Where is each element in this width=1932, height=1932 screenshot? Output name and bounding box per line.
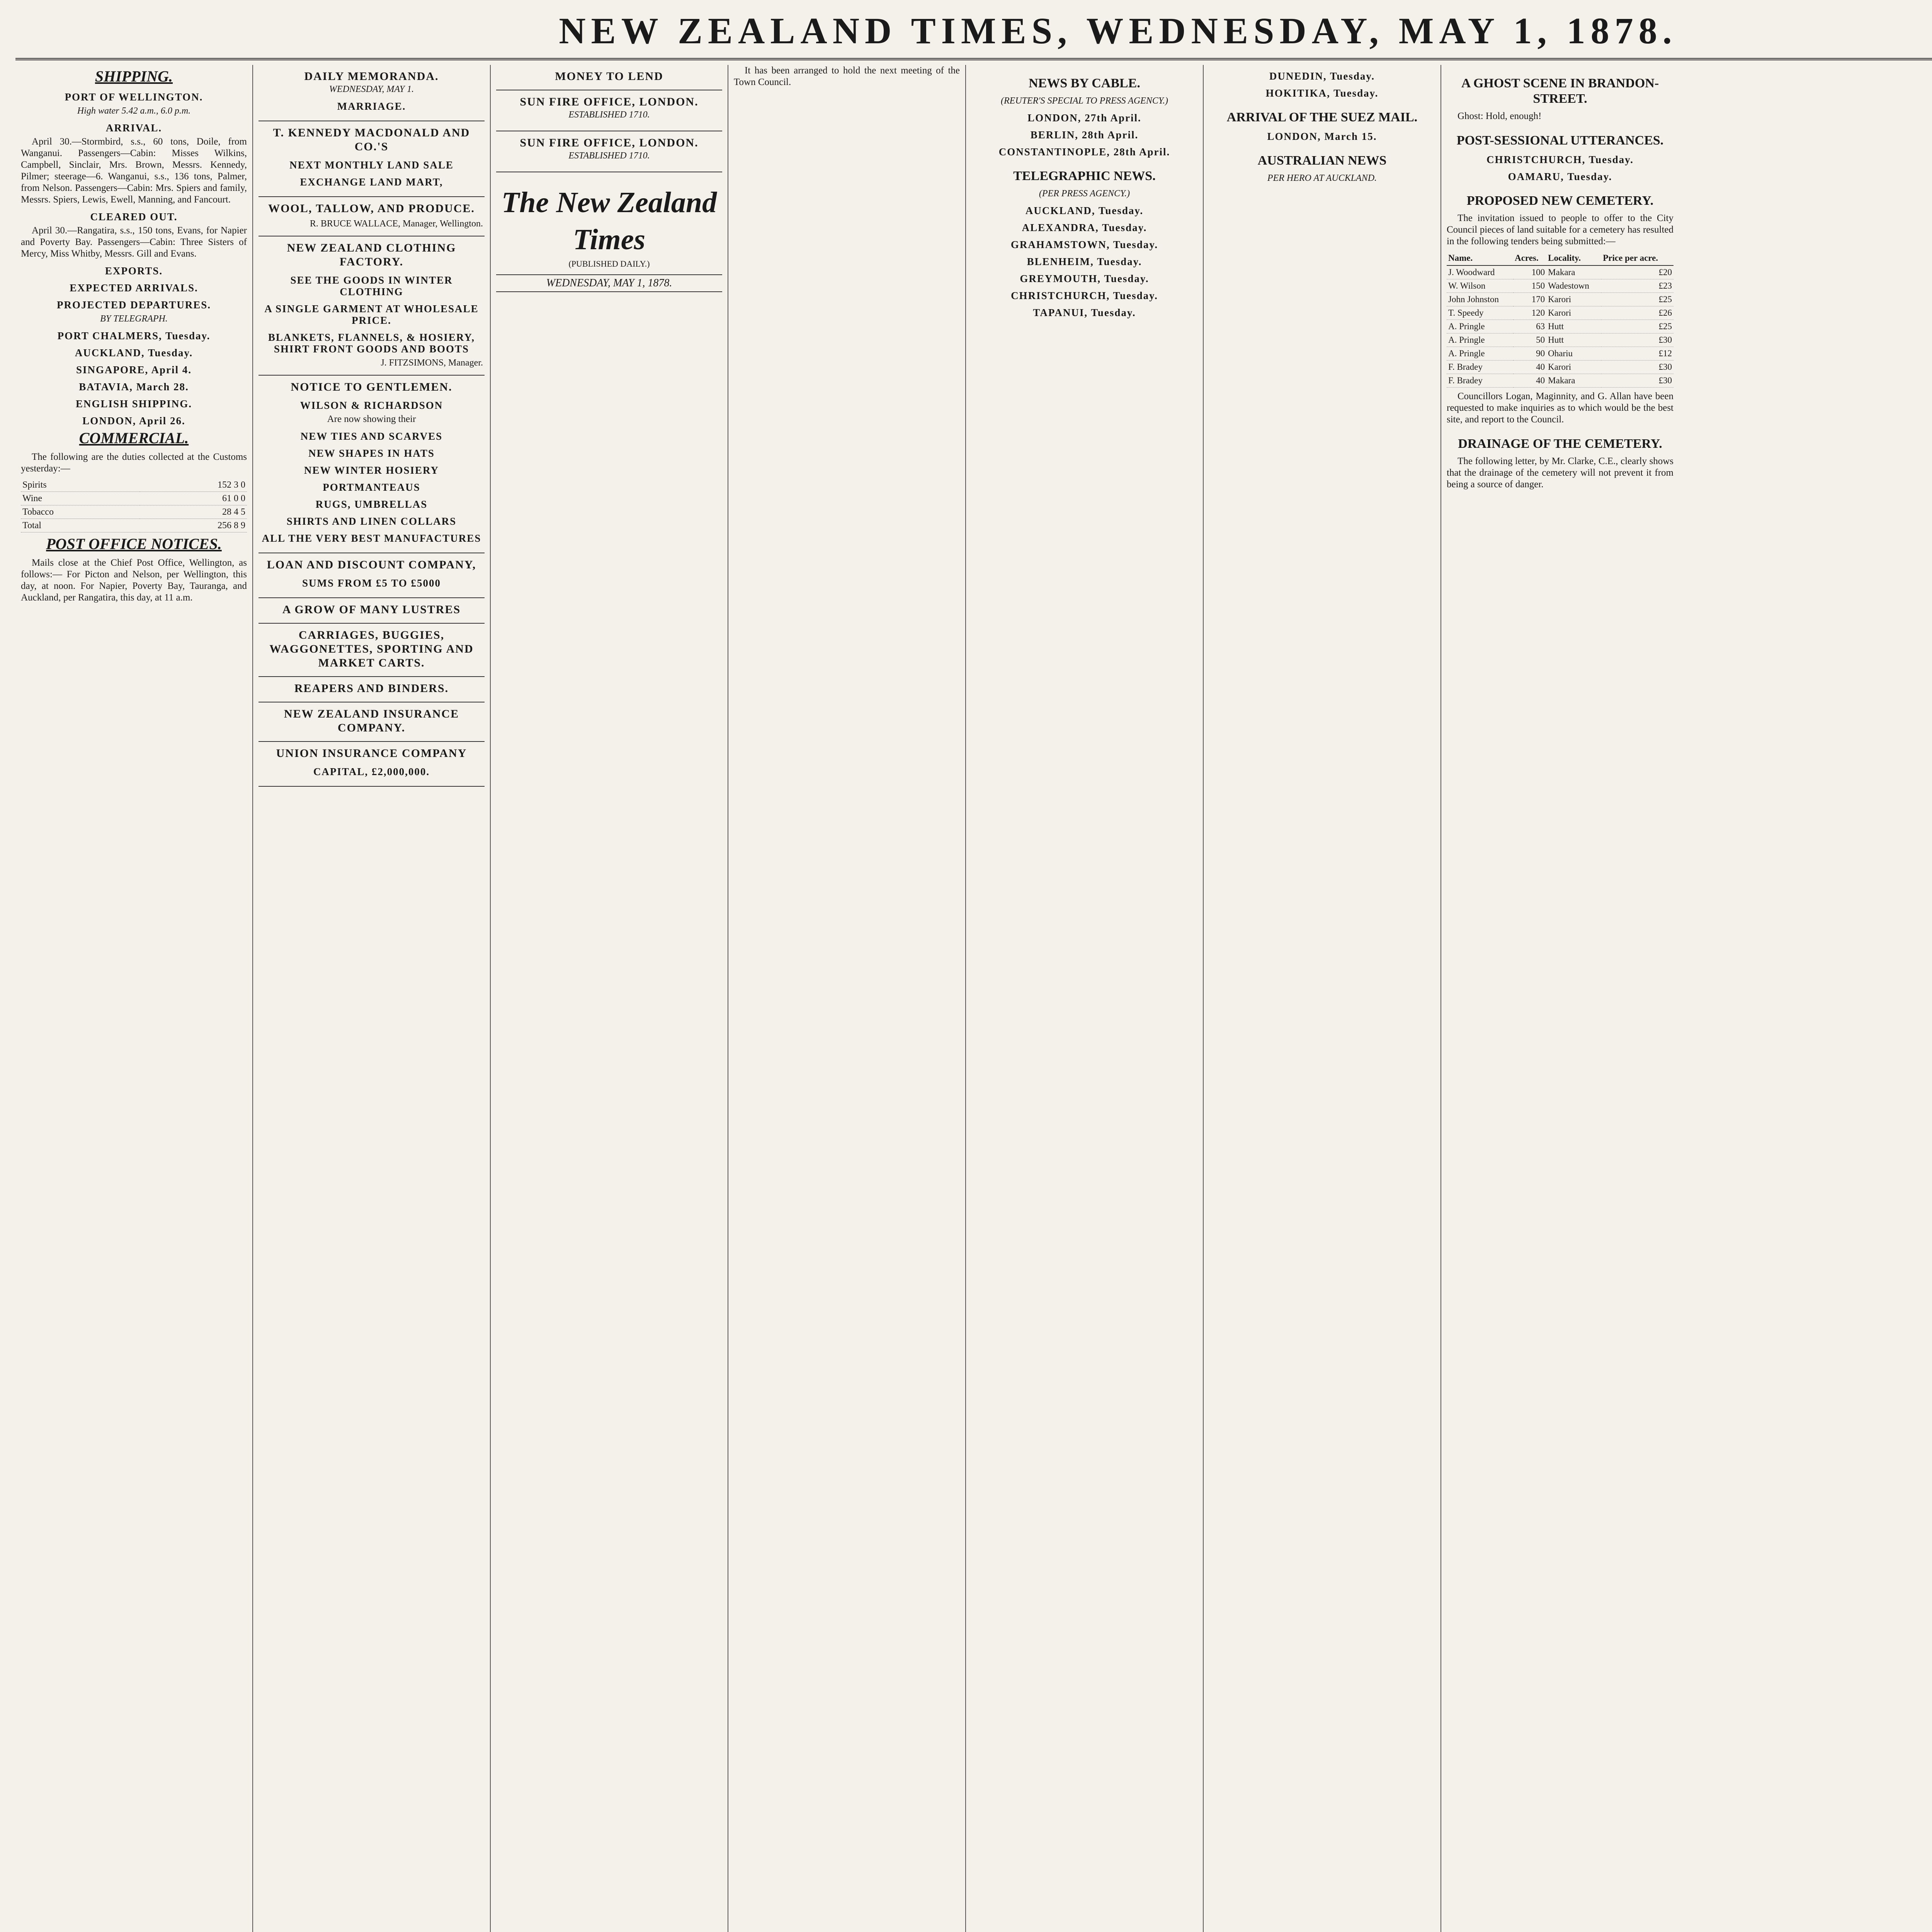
table-header-row (1447, 251, 1673, 265)
wilson-line-8: ALL THE VERY BEST MANUFACTURES (262, 532, 481, 544)
australian-news-heading: AUSTRALIAN NEWS (1257, 153, 1387, 168)
commercial-intro: The following are the duties collected at the Customs yesterday:— (21, 452, 247, 474)
high-water: High water 5.42 a.m., 6.0 p.m. (77, 106, 191, 116)
lustres-ad-title: A GROW OF MANY LUSTRES (282, 603, 461, 616)
exchange-land-mart: EXCHANGE LAND MART, (300, 176, 443, 188)
auckland-dateline: AUCKLAND, Tuesday. (75, 347, 193, 359)
marriage-heading: MARRIAGE. (337, 100, 406, 112)
gentlemen-ad (259, 376, 485, 553)
wilson-line-7: SHIRTS AND LINEN COLLARS (286, 515, 457, 527)
sun-fire-title-2: SUN FIRE OFFICE, LONDON. (520, 136, 699, 149)
sun-fire-established-2: ESTABLISHED 1710. (568, 151, 650, 161)
duties-table (21, 478, 247, 532)
column-6 (1204, 65, 1441, 1932)
post-office-text: Mails close at the Chief Post Office, Wellington, as follows:— For Picton and Nelson, per Wellington, this day, at noon. For Napier, Poverty Bay, Tauranga, and Auckland, per Rangatira, this day, at 11 a.m. (21, 558, 247, 603)
money-ad-title: MONEY TO LEND (555, 70, 663, 83)
column-2 (253, 65, 491, 1932)
column-4 (728, 65, 966, 1932)
greymouth-dateline: GREYMOUTH, Tuesday. (1020, 273, 1149, 284)
column-header: Acres. (1513, 251, 1546, 265)
per-hero: PER HERO AT AUCKLAND. (1267, 173, 1377, 183)
english-dateline: LONDON, April 26. (82, 415, 185, 427)
table-row: F. Bradey 40 Karori £30 (1447, 361, 1673, 374)
drainage-heading: DRAINAGE OF THE CEMETERY. (1458, 437, 1662, 451)
auckland-tuesday: AUCKLAND, Tuesday. (1025, 205, 1144, 216)
lustres-ad (259, 598, 485, 624)
wilson-line-2: NEW TIES AND SCARVES (300, 430, 443, 442)
loan-ad-sub: SUMS FROM £5 TO £5000 (302, 577, 441, 589)
column-5 (966, 65, 1204, 1932)
loan-ad (259, 553, 485, 598)
sessional-heading: POST-SESSIONAL UTTERANCES. (1456, 133, 1664, 148)
table-row: A. Pringle 50 Hutt £30 (1447, 333, 1673, 347)
exports-heading: EXPORTS. (105, 265, 163, 277)
insurance-ad-title: NEW ZEALAND INSURANCE COMPANY. (284, 707, 459, 734)
wilson-name: WILSON & RICHARDSON (300, 400, 443, 411)
reuters-credit: (REUTER'S SPECIAL TO PRESS AGENCY.) (1001, 96, 1168, 106)
port-heading: PORT OF WELLINGTON. (65, 91, 203, 103)
dunedin-dateline: DUNEDIN, Tuesday. (1269, 70, 1375, 82)
table-row: Total 256 8 9 (21, 519, 247, 532)
column-header: Price per acre. (1601, 251, 1673, 265)
edition-date: WEDNESDAY, MAY 1, 1878. (496, 274, 722, 292)
alexandra-dateline: ALEXANDRA, Tuesday. (1022, 222, 1147, 233)
sun-fire-ad-2 (496, 131, 722, 172)
daily-memoranda-date: WEDNESDAY, MAY 1. (329, 84, 414, 94)
column-4-lead: It has been arranged to hold the next meeting of the Town Council. (734, 65, 960, 87)
post-office-heading: POST OFFICE NOTICES. (46, 535, 222, 553)
arrival-heading: ARRIVAL. (105, 122, 162, 134)
commercial-heading: COMMERCIAL. (79, 429, 189, 447)
page-title: NEW ZEALAND TIMES, WEDNESDAY, MAY 1, 1878. (559, 10, 1677, 51)
wilson-line-1: Are now showing their (327, 414, 416, 424)
wool-ad-sign: R. BRUCE WALLACE, Manager, Wellington. (310, 219, 483, 229)
ghost-line-1: Ghost: Hold, enough! (1458, 111, 1542, 121)
union-ad-title: UNION INSURANCE COMPANY (276, 747, 467, 760)
kennedy-ad-sub: NEXT MONTHLY LAND SALE (289, 159, 454, 171)
reapers-ad (259, 677, 485, 702)
grahamstown-dateline: GRAHAMSTOWN, Tuesday. (1010, 239, 1158, 250)
table-row: T. Speedy 120 Karori £26 (1447, 306, 1673, 320)
reapers-ad-title: REAPERS AND BINDERS. (294, 682, 449, 695)
table-row: J. Woodward 100 Makara £20 (1447, 265, 1673, 279)
kennedy-ad-title: T. KENNEDY MACDONALD AND CO.'S (273, 126, 470, 153)
newspaper-masthead: The New Zealand Times (501, 186, 717, 256)
column-1 (15, 65, 253, 1932)
sun-fire-title: SUN FIRE OFFICE, LONDON. (520, 95, 699, 108)
wool-ad (259, 197, 485, 236)
daily-memoranda-title: DAILY MEMORANDA. (304, 70, 439, 83)
table-row: Tobacco 28 4 5 (21, 505, 247, 519)
cemetery-after: Councillors Logan, Maginnity, and G. Allan have been requested to make inquiries as to which would be the best site, and report to the Council. (1447, 391, 1673, 425)
column-7 (1441, 65, 1679, 1932)
table-row: W. Wilson 150 Wadestown £23 (1447, 279, 1673, 293)
hokitika-dateline: HOKITIKA, Tuesday. (1265, 87, 1379, 99)
sun-fire-ad (496, 90, 722, 131)
cleared-text: April 30.—Rangatira, s.s., 150 tons, Evans, for Napier and Poverty Bay. Passengers—Cabin: Three Sisters of Mercy, Miss Whitby, Messrs. Gill and Evans. (21, 225, 247, 259)
port-chalmers-dateline: PORT CHALMERS, Tuesday. (57, 330, 211, 342)
published-daily: (PUBLISHED DAILY.) (568, 259, 650, 269)
singapore-dateline: SINGAPORE, April 4. (76, 364, 192, 376)
table-row: A. Pringle 90 Ohariu £12 (1447, 347, 1673, 361)
news-by-cable-heading: NEWS BY CABLE. (1029, 76, 1140, 90)
column-header: Locality. (1546, 251, 1601, 265)
wilson-line-4: NEW WINTER HOSIERY (304, 464, 439, 476)
suez-mail-heading: ARRIVAL OF THE SUEZ MAIL. (1226, 110, 1418, 124)
press-agency-credit: (PER PRESS AGENCY.) (1039, 189, 1130, 199)
wilson-line-6: RUGS, UMBRELLAS (315, 498, 428, 510)
wilson-line-3: NEW SHAPES IN HATS (308, 447, 435, 459)
oamaru-dateline: OAMARU, Tuesday. (1508, 171, 1612, 182)
drainage-text: The following letter, by Mr. Clarke, C.E., clearly shows that the drainage of the cemetery will not prevent it from being a source of danger. (1447, 456, 1673, 490)
constantinople-dateline: CONSTANTINOPLE, 28th April. (998, 146, 1170, 158)
christchurch-tuesday: CHRISTCHURCH, Tuesday. (1486, 154, 1634, 165)
telegraphic-news-heading: TELEGRAPHIC NEWS. (1013, 169, 1156, 183)
london-march-dateline: LONDON, March 15. (1267, 131, 1377, 142)
cleared-heading: CLEARED OUT. (90, 211, 178, 223)
sun-fire-established: ESTABLISHED 1710. (568, 110, 650, 120)
clothing-ad-sign: J. FITZSIMONS, Manager. (381, 358, 483, 368)
carriages-ad-title: CARRIAGES, BUGGIES, WAGGONETTES, SPORTING AND MARKET CARTS. (269, 629, 474, 669)
daily-memoranda-ad (259, 65, 485, 121)
arrival-text: April 30.—Stormbird, s.s., 60 tons, Doile, from Wanganui. Passengers—Cabin: Misses Wilkins, Campbell, Sinclair, Mrs. Brown, Messrs. Kennedy, Pilmer; steerage—6. Wanganui, s.s., 136 tons, Palmer, from Nelson. Passengers—Cabin: Mrs. Spiers and family, Messrs. Spiers, Lewis, Ewell, Manning, and Fancourt. (21, 136, 247, 205)
wool-ad-title: WOOL, TALLOW, AND PRODUCE. (268, 202, 475, 215)
clothing-factory-ad (259, 236, 485, 376)
london-dateline: LONDON, 27th April. (1027, 112, 1141, 124)
telegraph-heading: BY TELEGRAPH. (100, 314, 168, 324)
cemetery-heading: PROPOSED NEW CEMETERY. (1466, 194, 1654, 208)
english-shipping-heading: ENGLISH SHIPPING. (75, 398, 192, 410)
gentlemen-ad-title: NOTICE TO GENTLEMEN. (291, 381, 452, 393)
cemetery-tenders-table (1447, 251, 1673, 388)
union-insurance-ad (259, 742, 485, 787)
column-3 (491, 65, 728, 1932)
insurance-ad (259, 702, 485, 742)
clothing-ad-title: NEW ZEALAND CLOTHING FACTORY. (287, 242, 456, 268)
table-row: John Johnston 170 Karori £25 (1447, 293, 1673, 306)
loan-ad-title: LOAN AND DISCOUNT COMPANY, (267, 558, 476, 571)
newspaper-columns (15, 65, 1932, 1932)
cemetery-intro: The invitation issued to people to offer to the City Council pieces of land suitable for a cemetery has resulted in the following tenders being submitted:— (1447, 213, 1673, 247)
expected-heading: EXPECTED ARRIVALS. (70, 282, 198, 294)
table-row: A. Pringle 63 Hutt £25 (1447, 320, 1673, 333)
tapanui-dateline: TAPANUI, Tuesday. (1033, 307, 1136, 318)
wilson-line-5: PORTMANTEAUS (323, 481, 420, 493)
carriages-ad (259, 624, 485, 677)
clothing-line-3: BLANKETS, FLANNELS, & HOSIERY, SHIRT FRONT GOODS AND BOOTS (268, 332, 475, 355)
ghost-scene-heading: A GHOST SCENE IN BRANDON-STREET. (1461, 76, 1659, 106)
table-row: Spirits 152 3 0 (21, 478, 247, 492)
money-to-lend-ad (496, 65, 722, 90)
kennedy-land-sale-ad (259, 121, 485, 197)
column-header: Name. (1447, 251, 1513, 265)
clothing-line-2: A SINGLE GARMENT AT WHOLESALE PRICE. (264, 303, 479, 326)
clothing-line-1: SEE THE GOODS IN WINTER CLOTHING (290, 274, 453, 298)
blenheim-dateline: BLENHEIM, Tuesday. (1027, 256, 1142, 267)
table-row: F. Bradey 40 Makara £30 (1447, 374, 1673, 388)
table-row: Wine 61 0 0 (21, 492, 247, 505)
berlin-dateline: BERLIN, 28th April. (1030, 129, 1139, 141)
batavia-dateline: BATAVIA, March 28. (79, 381, 189, 393)
christchurch-dateline: CHRISTCHURCH, Tuesday. (1011, 290, 1158, 301)
shipping-heading: SHIPPING. (95, 68, 173, 85)
union-ad-capital: CAPITAL, £2,000,000. (313, 766, 430, 777)
projected-heading: PROJECTED DEPARTURES. (56, 299, 211, 311)
header-rule (15, 58, 1932, 60)
